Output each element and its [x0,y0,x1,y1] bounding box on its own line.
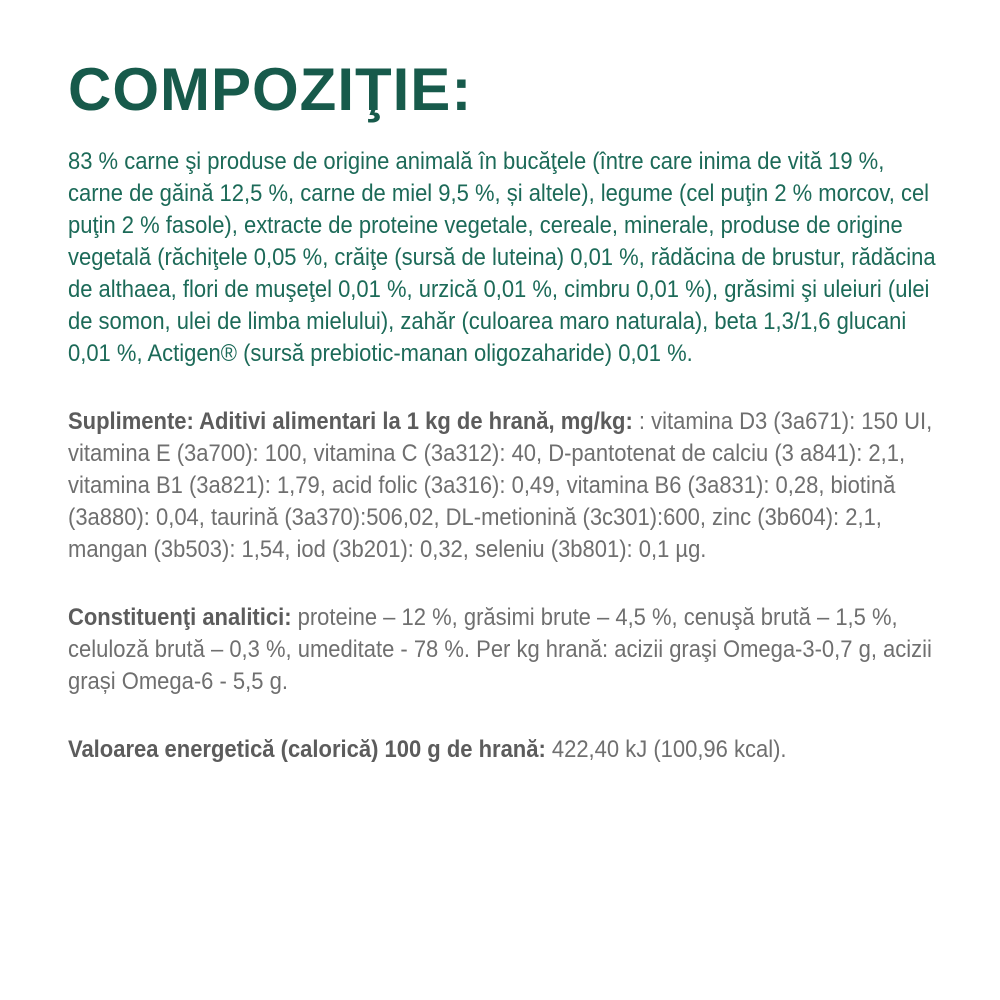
ingredients-paragraph [68,146,938,370]
analytical-constituents-lead: Constituenţi analitici: [68,604,292,631]
analytical-constituents-paragraph [68,602,938,698]
page-title: COMPOZIŢIE: [68,56,473,123]
supplements-lead: Suplimente: Aditivi alimentari la 1 kg de hrană, mg/kg: [68,408,633,435]
energy-value-lead: Valoarea energetică (calorică) 100 g de hrană: [68,736,546,763]
supplements-text: : vitamina D3 (3a671): 150 UI, vitamina E (3a700): 100, vitamina C (3a312): 40, D-pantotenat de calciu (3 a841): 2,1, vitamina B1 (3a821): 1,79, acid folic (3a316): 0,49, vitamina B6 (3a831): 0,28, biotină (3a880): 0,04, taurină (3a370):506,02, DL-metionină (3c301):600, zinc (3b604): 2,1, mangan (3b503): 1,54, iod (3b201): 0,32, seleniu (3b801): 0,1 µg. [68,408,933,563]
energy-value-text: 422,40 kJ (100,96 kcal). [545,736,787,763]
supplements-paragraph [68,406,938,566]
label-text-block [68,146,938,766]
ingredients-text: 83 % carne şi produse de origine animală în bucăţele (între care inima de vită 19 %, carne de găină 12,5 %, carne de miel 9,5 %, și altele), legume (cel puţin 2 % morcov, cel puţin 2 % fasole), extracte de proteine vegetale, cereale, minerale, produse de origine vegetală (răchiţele 0,05 %, crăiţe (sursă de luteina) 0,01 %, rădăcina de brustur, rădăcina de althaea, flori de muşeţel 0,01 %, urzică 0,01 %, cimbru 0,01 %), grăsimi şi uleiuri (ulei de somon, ulei de limba mielului), zahăr (culoarea maro naturala), beta 1,3/1,6 glucani 0,01 %, Actigen® (sursă prebiotic-manan oligozaharide) 0,01 %. [68,148,936,367]
energy-value-paragraph [68,734,938,766]
analytical-constituents-text: proteine – 12 %, grăsimi brute – 4,5 %, cenuşă brută – 1,5 %, celuloză brută – 0,3 %, umeditate - 78 %. Per kg hrană: acizii graşi Omega-3-0,7 g, acizii grași Omega-6 - 5,5 g. [68,604,932,695]
